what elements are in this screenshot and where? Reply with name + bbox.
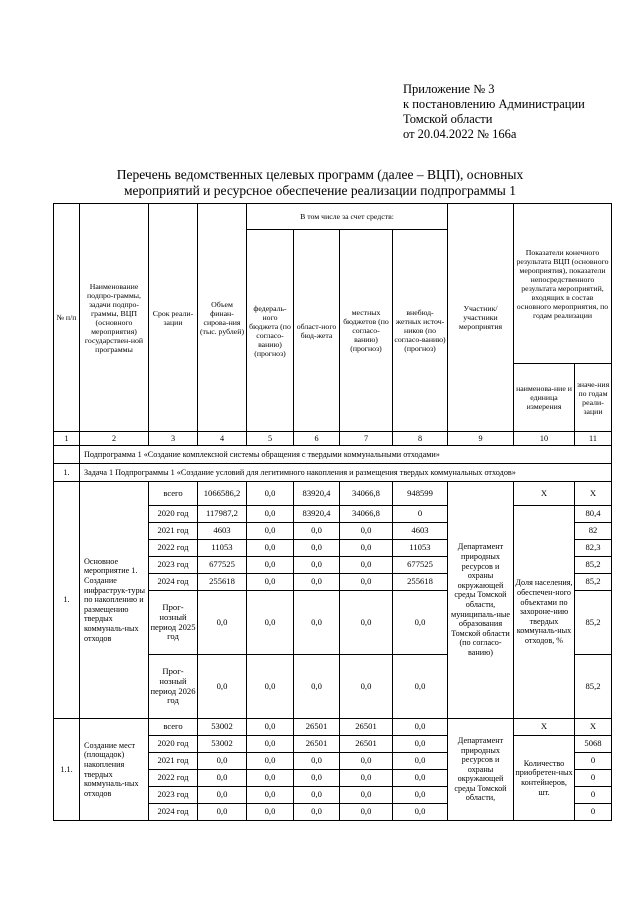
federal-cell: 0,0 [247, 540, 294, 557]
header-participant: Участник/ участники мероприятия [448, 204, 514, 432]
federal-cell: 0,0 [247, 506, 294, 523]
indicator-name-cell: Х [514, 719, 575, 736]
document-title [40, 167, 600, 199]
local-cell: 0,0 [340, 770, 393, 787]
local-cell: 0,0 [340, 574, 393, 591]
extra-cell: 0,0 [393, 770, 448, 787]
extra-cell: 0 [393, 506, 448, 523]
appendix-line-2: к постановлению Администрации [403, 97, 585, 111]
regional-cell: 0,0 [294, 753, 340, 770]
indicator-value-cell: 5068 [575, 736, 612, 753]
header-row-1 [54, 204, 612, 230]
indicator-value-cell: Х [575, 482, 612, 506]
federal-cell: 0,0 [247, 482, 294, 506]
indicator-name-cell: Доля населения, обеспечен-ного объектами по захороне-нию твердых коммуналь-ных отходов, % [514, 506, 575, 719]
header-indicators: Показатели конечного результата ВЦП (основного мероприятия), показатели непосредственного результата мероприятий, входящих в состав основного мероприятия, по годам реализации [514, 204, 612, 364]
col-number: 10 [514, 432, 575, 446]
term-cell: 2022 год [149, 540, 198, 557]
indicator-name-cell: Х [514, 482, 575, 506]
local-cell: 0,0 [340, 540, 393, 557]
regional-cell: 0,0 [294, 557, 340, 574]
col-number: 8 [393, 432, 448, 446]
col-number: 4 [198, 432, 247, 446]
term-cell: 2024 год [149, 804, 198, 821]
local-cell: 0,0 [340, 557, 393, 574]
term-cell: всего [149, 719, 198, 736]
federal-cell: 0,0 [247, 523, 294, 540]
term-cell: 2024 год [149, 574, 198, 591]
term-cell: 2023 год [149, 787, 198, 804]
local-cell: 0,0 [340, 753, 393, 770]
indicator-name-cell: Количество приобретен-ных контейнеров, шт. [514, 736, 575, 821]
header-num: № п/п [54, 204, 80, 432]
indicator-value-cell: 0 [575, 787, 612, 804]
appendix-line-4: от 20.04.2022 № 166а [403, 127, 517, 141]
measure-num: 1. [54, 482, 80, 719]
term-cell: 2021 год [149, 753, 198, 770]
indicator-value-cell: 82,3 [575, 540, 612, 557]
measure-num: 1.1. [54, 719, 80, 821]
col-number: 9 [448, 432, 514, 446]
extra-cell: 0,0 [393, 787, 448, 804]
indicator-value-cell: 80,4 [575, 506, 612, 523]
regional-cell: 0,0 [294, 787, 340, 804]
term-cell: 2021 год [149, 523, 198, 540]
term-cell: 2020 год [149, 736, 198, 753]
header-federal: федераль-ного бюджета (по согласо-ванию) (прогноз) [247, 230, 294, 432]
appendix-block [403, 82, 585, 142]
indicator-value-cell: 0 [575, 753, 612, 770]
appendix-line-1: Приложение № 3 [403, 82, 495, 96]
local-cell: 0,0 [340, 591, 393, 655]
measure-name: Основное мероприятие 1. Создание инфраструк-туры по накоплению и размещению твердых коммуналь-ных отходов [80, 482, 149, 719]
total-cell: 4603 [198, 523, 247, 540]
subprogram-row [54, 446, 612, 464]
subprogram-title: Подпрограмма 1 «Создание комплексной системы обращения с твердыми коммунальными отходами» [80, 446, 612, 464]
regional-cell: 26501 [294, 719, 340, 736]
total-cell: 0,0 [198, 753, 247, 770]
col-number: 3 [149, 432, 198, 446]
indicator-value-cell: 85,2 [575, 557, 612, 574]
indicator-value-cell: 0 [575, 804, 612, 821]
header-regional: област-ного бюд-жета [294, 230, 340, 432]
header-indicator-name: наименова-ние и единица измерения [514, 364, 575, 432]
local-cell: 34066,8 [340, 506, 393, 523]
total-cell: 0,0 [198, 770, 247, 787]
extra-cell: 0,0 [393, 655, 448, 719]
col-number: 6 [294, 432, 340, 446]
federal-cell: 0,0 [247, 655, 294, 719]
extra-cell: 11053 [393, 540, 448, 557]
extra-cell: 0,0 [393, 804, 448, 821]
regional-cell: 83920,4 [294, 482, 340, 506]
total-cell: 255618 [198, 574, 247, 591]
appendix-line-3: Томской области [403, 112, 493, 126]
header-name: Наименование подпро-граммы, задачи подпро-граммы, ВЦП (основного мероприятия) государствен-ной программы [80, 204, 149, 432]
regional-cell: 26501 [294, 736, 340, 753]
regional-cell: 0,0 [294, 804, 340, 821]
extra-cell: 255618 [393, 574, 448, 591]
regional-cell: 0,0 [294, 574, 340, 591]
total-cell: 53002 [198, 719, 247, 736]
table-row [54, 719, 612, 736]
col-number: 7 [340, 432, 393, 446]
federal-cell: 0,0 [247, 574, 294, 591]
header-term: Срок реали-зации [149, 204, 198, 432]
title-line-2: мероприятий и ресурсное обеспечение реализации подпрограммы 1 [124, 183, 516, 198]
indicator-value-cell: Х [575, 719, 612, 736]
total-cell: 0,0 [198, 787, 247, 804]
indicator-value-cell: 85,2 [575, 655, 612, 719]
term-cell: всего [149, 482, 198, 506]
regional-cell: 83920,4 [294, 506, 340, 523]
extra-cell: 0,0 [393, 736, 448, 753]
header-local: местных бюджетов (по согласо-ванию) (прогноз) [340, 230, 393, 432]
col-number: 1 [54, 432, 80, 446]
federal-cell: 0,0 [247, 804, 294, 821]
local-cell: 34066,8 [340, 482, 393, 506]
total-cell: 117987,2 [198, 506, 247, 523]
indicator-value-cell: 85,2 [575, 591, 612, 655]
term-cell: Прог-нозный период 2026 год [149, 655, 198, 719]
local-cell: 0,0 [340, 655, 393, 719]
local-cell: 0,0 [340, 523, 393, 540]
term-cell: 2023 год [149, 557, 198, 574]
subprogram-num-cell [54, 446, 80, 464]
participant-cell: Департамент природных ресурсов и охраны окружающей среды Томской области, [448, 719, 514, 821]
federal-cell: 0,0 [247, 557, 294, 574]
column-numbers-row [54, 432, 612, 446]
total-cell: 677525 [198, 557, 247, 574]
indicator-value-cell: 0 [575, 770, 612, 787]
total-cell: 1066586,2 [198, 482, 247, 506]
task-row [54, 464, 612, 482]
extra-cell: 0,0 [393, 591, 448, 655]
federal-cell: 0,0 [247, 736, 294, 753]
extra-cell: 0,0 [393, 719, 448, 736]
federal-cell: 0,0 [247, 591, 294, 655]
federal-cell: 0,0 [247, 753, 294, 770]
header-extra: внебюд-жетных источ-ников (по согласо-ванию) (прогноз) [393, 230, 448, 432]
header-volume: Объем финан-сирова-ния (тыс. рублей) [198, 204, 247, 432]
term-cell: 2020 год [149, 506, 198, 523]
table-row [54, 482, 612, 506]
total-cell: 0,0 [198, 804, 247, 821]
col-number: 11 [575, 432, 612, 446]
header-indicator-value: значе-ния по годам реали-зации [575, 364, 612, 432]
local-cell: 0,0 [340, 804, 393, 821]
total-cell: 53002 [198, 736, 247, 753]
federal-cell: 0,0 [247, 787, 294, 804]
regional-cell: 0,0 [294, 591, 340, 655]
local-cell: 26501 [340, 719, 393, 736]
regional-cell: 0,0 [294, 655, 340, 719]
indicator-value-cell: 82 [575, 523, 612, 540]
regional-cell: 0,0 [294, 540, 340, 557]
measure-name: Создание мест (площадок) накопления твердых коммуналь-ных отходов [80, 719, 149, 821]
term-cell: 2022 год [149, 770, 198, 787]
extra-cell: 4603 [393, 523, 448, 540]
program-table [53, 203, 612, 821]
total-cell: 0,0 [198, 655, 247, 719]
task-title: Задача 1 Подпрограммы 1 «Создание условий для легитимного накопления и размещения твердых коммунальных отходов» [80, 464, 612, 482]
indicator-value-cell: 85,2 [575, 574, 612, 591]
col-number: 2 [80, 432, 149, 446]
federal-cell: 0,0 [247, 719, 294, 736]
regional-cell: 0,0 [294, 770, 340, 787]
extra-cell: 948599 [393, 482, 448, 506]
term-cell: Прог-нозный период 2025 год [149, 591, 198, 655]
regional-cell: 0,0 [294, 523, 340, 540]
header-including: В том числе за счет средств: [247, 204, 448, 230]
participant-cell: Департамент природных ресурсов и охраны окружающей среды Томской области, муниципаль-ные образования Томской области (по согласо-ванию) [448, 482, 514, 719]
total-cell: 0,0 [198, 591, 247, 655]
local-cell: 26501 [340, 736, 393, 753]
title-line-1: Перечень ведомственных целевых программ (далее – ВЦП), основных [116, 167, 524, 182]
total-cell: 11053 [198, 540, 247, 557]
extra-cell: 0,0 [393, 753, 448, 770]
federal-cell: 0,0 [247, 770, 294, 787]
extra-cell: 677525 [393, 557, 448, 574]
local-cell: 0,0 [340, 787, 393, 804]
col-number: 5 [247, 432, 294, 446]
task-num: 1. [54, 464, 80, 482]
